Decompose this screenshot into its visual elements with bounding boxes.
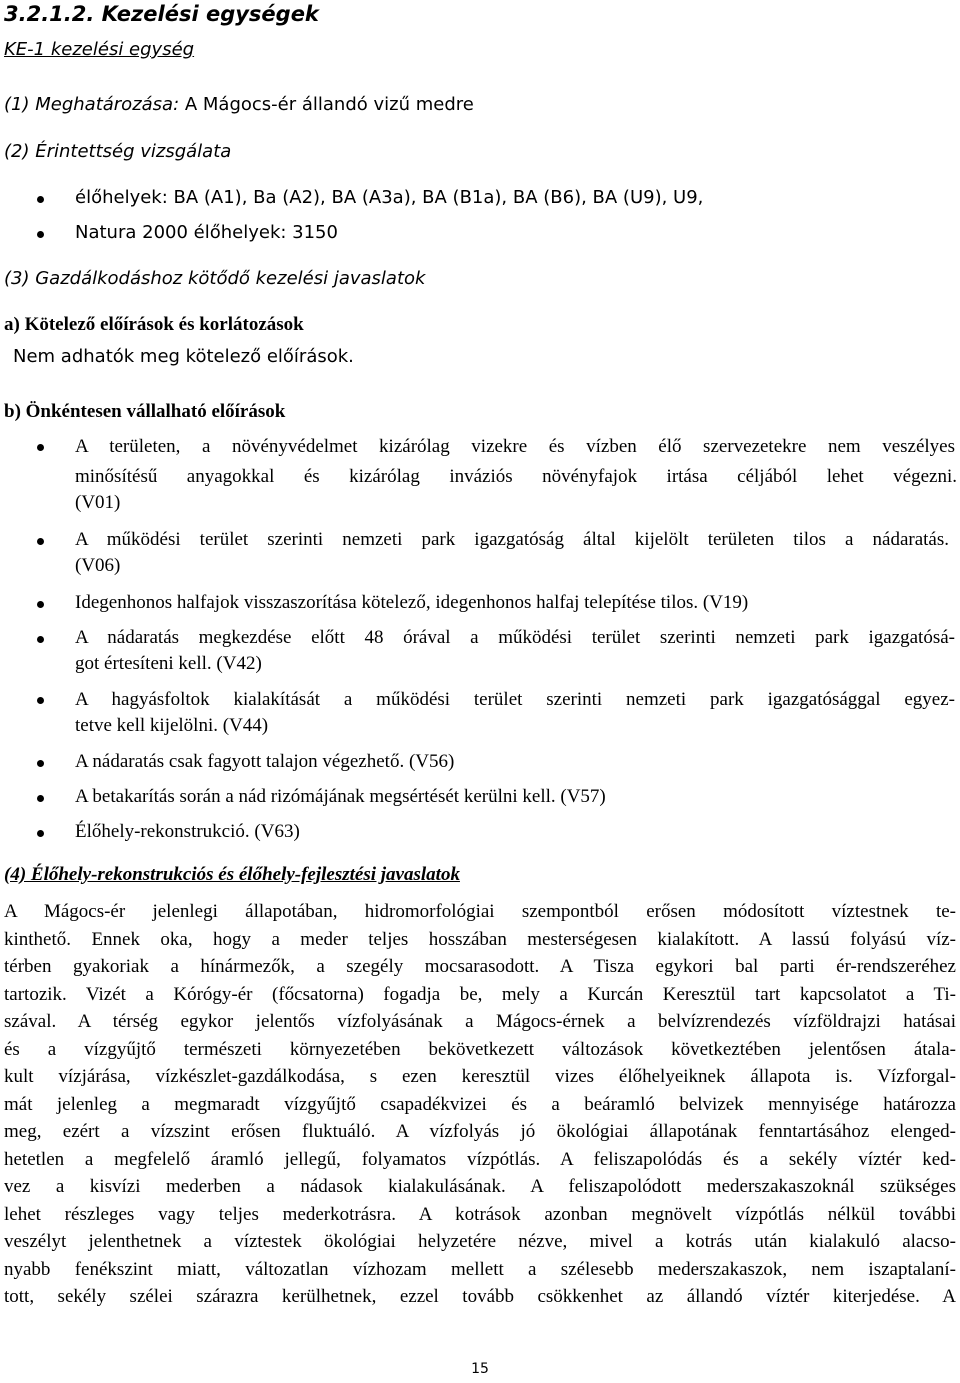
paragraph-line: nyabb fenékszint miatt, változatlan vízhozam mellett a szélesebb mederszakaszok, nem iszaptalaní- (4, 1259, 956, 1280)
paragraph-line: hetetlen a megfelelő áramló jellegű, folyamatos vízpótlás. A feliszapolódás és a sekély víztér ked- (4, 1149, 956, 1170)
reconstruction-heading: (4) Élőhely-rekonstrukciós és élőhely-fejlesztési javaslatok (4, 864, 460, 885)
paragraph-line: mát jelenleg a megmaradt vízgyűjtő csapadékvizei és a beáramló belvizek mennyisége határozza (4, 1094, 956, 1115)
paragraph-line: kinthető. Ennek oka, hogy a meder teljes hosszában mesterségesen kialakított. A lassú folyású víz- (4, 929, 956, 950)
affected-item: élőhelyek: BA (A1), Ba (A2), BA (A3a), BA (B1a), BA (B6), BA (U9), U9, (75, 187, 704, 208)
paragraph-line: kult vízjárása, vízkészlet-gazdálkodása, s ezen keresztül vizes élőhelyeiknek állapota is. Vízforgal- (4, 1066, 956, 1087)
voluntary-item-line: (V06) (75, 555, 121, 576)
paragraph-line: térben gyakoriak a hínármezők, a szegély mocsarasodott. A Tisza egykori bal parti ér-rendszeréhez (4, 956, 956, 977)
paragraph-line: lehet részleges vagy teljes mederkotrásra. A kotrások azonban megnövelt vízpótlás nélkül további (4, 1204, 956, 1225)
bullet-icon (37, 196, 44, 203)
paragraph-line: veszélyt jelenthetnek a víztestek ökológiai helyzetére nézve, mivel a kotrás után kialakuló alacso- (4, 1231, 956, 1252)
voluntary-item-line: A nádaratás csak fagyott talajon végezhető. (V56) (75, 751, 455, 772)
bullet-icon (37, 795, 44, 802)
bullet-icon (37, 231, 44, 238)
paragraph-line: A Mágocs-ér jelenlegi állapotában, hidromorfológiai szempontból erősen módosított víztestnek te- (4, 901, 956, 922)
definition-text: A Mágocs-ér állandó vizű medre (179, 94, 474, 115)
bullet-icon (37, 601, 44, 608)
paragraph-line: szával. A térség egykor jelentős vízfolyásának a Mágocs-érnek a belvízrendezés vízföldrajzi hatásai (4, 1011, 956, 1032)
page-number: 15 (471, 1361, 489, 1377)
voluntary-item-line: (V01) (75, 492, 121, 513)
bullet-icon (37, 636, 44, 643)
affected-heading: (2) Érintettség vizsgálata (4, 141, 232, 162)
paragraph-line: vez a kisvízi mederben a nádasok kialakulásának. A feliszapolódott mederszakaszoknál szükséges (4, 1176, 956, 1197)
affected-item: Natura 2000 élőhelyek: 3150 (75, 222, 338, 243)
voluntary-item-line: Idegenhonos halfajok visszaszorítása kötelező, idegenhonos halfaj telepítése tilos. (V19) (75, 592, 749, 613)
voluntary-heading: b) Önkéntesen vállalható előírások (4, 401, 286, 422)
voluntary-item-line: A nádaratás megkezdése előtt 48 órával a működési terület szerinti nemzeti park igazgatósá- (75, 627, 955, 648)
management-heading: (3) Gazdálkodáshoz kötődő kezelési javaslatok (4, 268, 426, 289)
mandatory-heading: a) Kötelező előírások és korlátozások (4, 314, 304, 335)
mandatory-text: Nem adhatók meg kötelező előírások. (13, 346, 354, 367)
bullet-icon (37, 697, 44, 704)
paragraph-line: tartozik. Vizét a Kórógy-ér (főcsatorna) fogadja be, mely a Kurcán Keresztül tart kapcsolatot a Ti- (4, 984, 956, 1005)
paragraph-line: meg, ezért a vízszint erősen fluktuáló. A vízfolyás jó ökológiai állapotának fenntartásához elenged- (4, 1121, 956, 1142)
bullet-icon (37, 830, 44, 837)
bullet-icon (37, 538, 44, 545)
paragraph-line: tott, sekély szélei szárazra kerülhetnek, ezzel tovább csökkenhet az állandó víztér kiterjedése. A (4, 1286, 956, 1307)
voluntary-item-line: minősítésű anyagokkal és kizárólag inváziós növényfajok irtása céljából lehet végezni. (75, 466, 957, 487)
paragraph-line: és a vízgyűjtő természeti környezetében bekövetkezett változások következtében jelentősen átala- (4, 1039, 956, 1060)
voluntary-item-line: A területen, a növényvédelmet kizárólag vizekre és vízben élő szervezetekre nem veszélyes (75, 436, 955, 457)
voluntary-item-line: A betakarítás során a nád rizómájának megsértését kerülni kell. (V57) (75, 786, 606, 807)
bullet-icon (37, 444, 44, 451)
definition-label: (1) Meghatározása: (4, 94, 180, 115)
voluntary-item-line: A működési terület szerinti nemzeti park igazgatóság által kijelölt területen tilos a nádaratás. (75, 529, 949, 550)
voluntary-item-line: got értesíteni kell. (V42) (75, 653, 262, 674)
voluntary-item-line: Élőhely-rekonstrukció. (V63) (75, 821, 300, 842)
voluntary-item-line: tetve kell kijelölni. (V44) (75, 715, 269, 736)
section-heading: 3.2.1.2. Kezelési egységek (4, 2, 319, 26)
unit-title: KE-1 kezelési egység (4, 39, 195, 60)
definition-line (4, 94, 474, 115)
bullet-icon (37, 760, 44, 767)
voluntary-item-line: A hagyásfoltok kialakítását a működési terület szerinti nemzeti park igazgatósággal egyez- (75, 689, 955, 710)
